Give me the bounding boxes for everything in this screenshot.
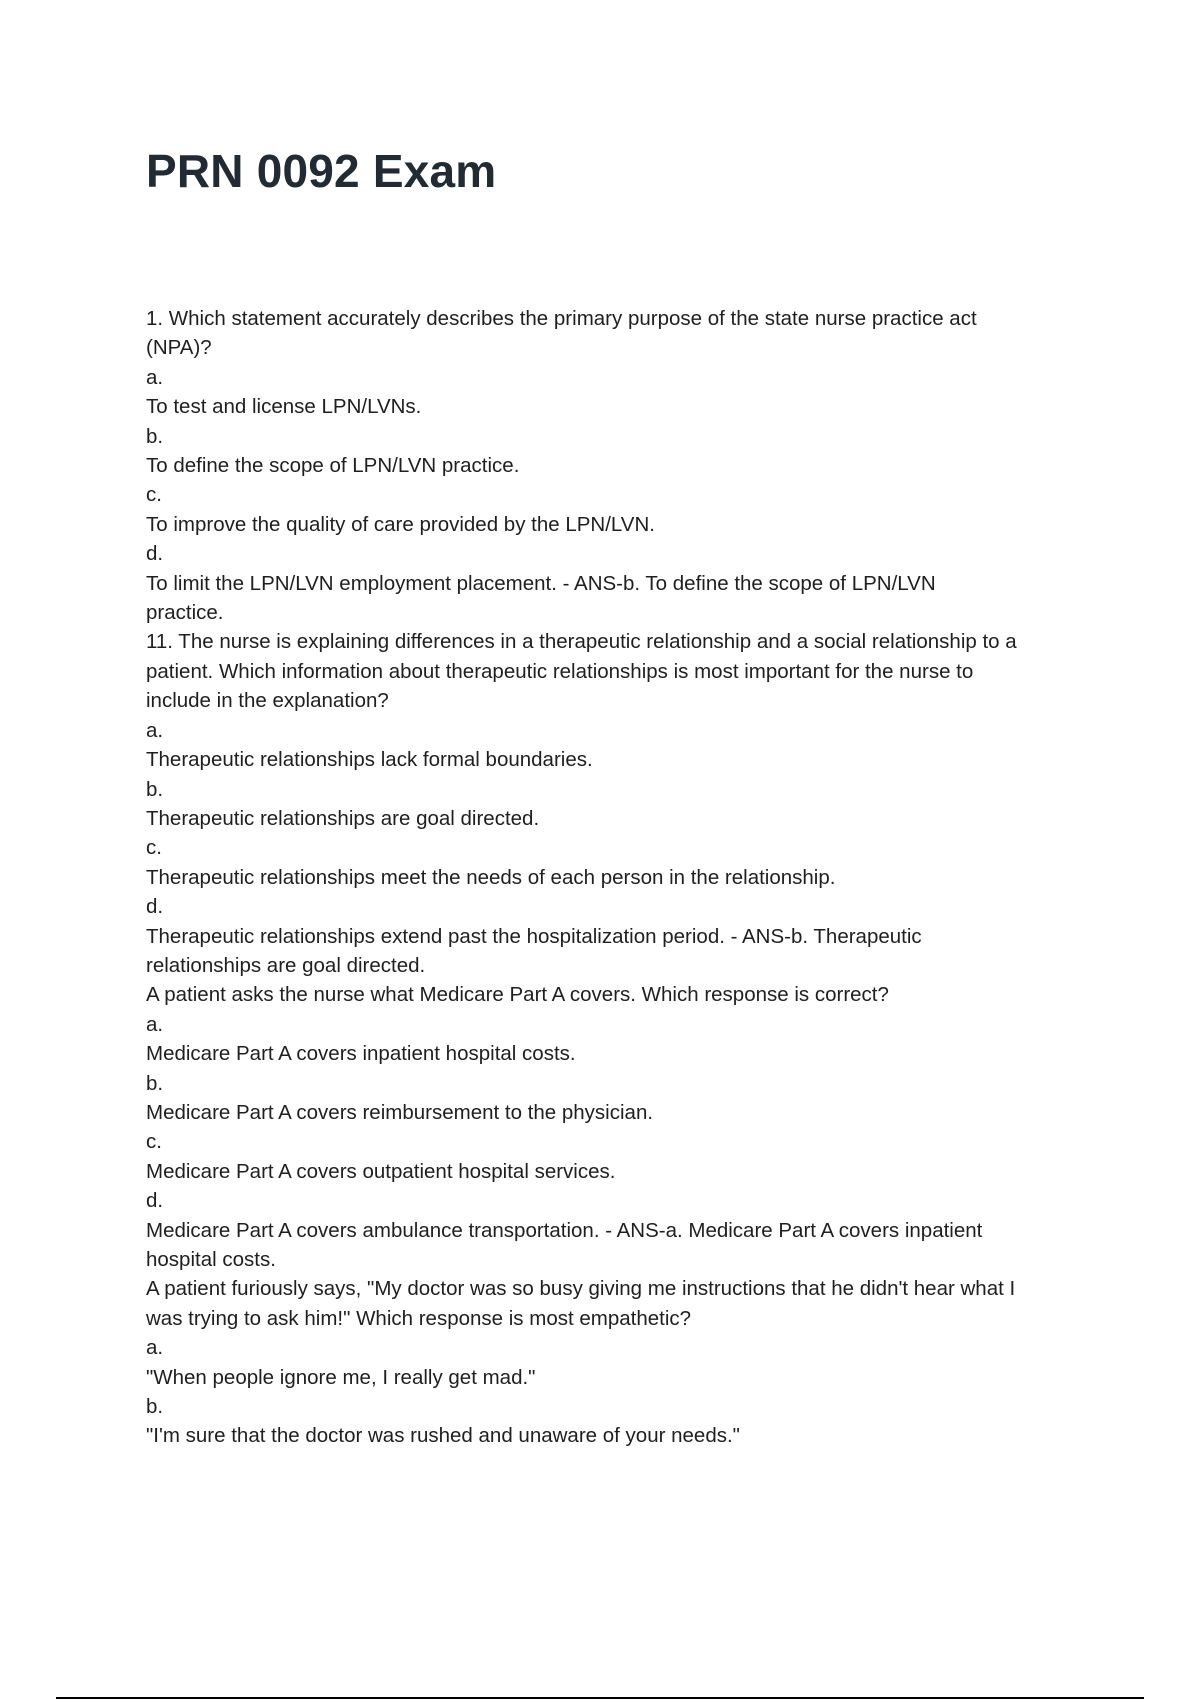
question-empathy-option-b-letter: b. xyxy=(146,1395,164,1419)
question-medicare-line-1: A patient asks the nurse what Medicare Part A covers. Which response is correct? xyxy=(146,983,889,1007)
question-empathy-option-b-text: "I'm sure that the doctor was rushed and unaware of your needs." xyxy=(146,1424,740,1448)
question-medicare-option-c-letter: c. xyxy=(146,1130,162,1154)
question-medicare-answer-cont: hospital costs. xyxy=(146,1248,276,1271)
question-empathy-line-2: was trying to ask him!" Which response is most empathetic? xyxy=(146,1306,692,1330)
question-11-option-c-text: Therapeutic relationships meet the needs of each person in the relationship. xyxy=(146,865,836,889)
question-11-option-c-letter: c. xyxy=(146,836,162,860)
question-medicare-option-a-letter: a. xyxy=(146,1012,164,1036)
question-1-line-2: (NPA)? xyxy=(146,336,212,360)
question-11-line-3: include in the explanation? xyxy=(146,689,389,713)
question-medicare-option-d-answer: Medicare Part A covers ambulance transportation. - ANS-a. Medicare Part A covers inpatient xyxy=(146,1218,983,1242)
question-11-line-1: 11. The nurse is explaining differences in a therapeutic relationship and a social relationship to a xyxy=(146,630,1017,654)
question-11-option-b-letter: b. xyxy=(146,777,164,801)
question-1-answer-cont: practice. xyxy=(146,601,224,625)
question-empathy-option-a-text: "When people ignore me, I really get mad." xyxy=(146,1365,536,1389)
page-title: PRN 0092 Exam xyxy=(146,145,497,197)
question-11-option-d-answer: Therapeutic relationships extend past the hospitalization period. - ANS-b. Therapeutic xyxy=(146,924,922,948)
footer-rule xyxy=(56,1697,1144,1699)
question-11-option-d-letter: d. xyxy=(146,895,164,919)
question-1-option-a-text: To test and license LPN/LVNs. xyxy=(146,395,422,419)
question-1-option-d-letter: d. xyxy=(146,542,164,566)
exam-body xyxy=(146,304,1096,1451)
question-1-option-b-letter: b. xyxy=(146,424,164,448)
question-1-option-c-letter: c. xyxy=(146,483,162,507)
question-medicare-option-a-text: Medicare Part A covers inpatient hospital costs. xyxy=(146,1042,576,1066)
question-medicare-option-d-letter: d. xyxy=(146,1189,164,1213)
question-11-option-a-text: Therapeutic relationships lack formal boundaries. xyxy=(146,748,593,772)
question-11-answer-cont: relationships are goal directed. xyxy=(146,953,426,977)
question-1-option-a-letter: a. xyxy=(146,365,164,389)
question-medicare-option-c-text: Medicare Part A covers outpatient hospital services. xyxy=(146,1159,616,1183)
question-11-option-b-text: Therapeutic relationships are goal directed. xyxy=(146,806,540,830)
question-1-option-b-text: To define the scope of LPN/LVN practice. xyxy=(146,454,520,478)
question-empathy-option-a-letter: a. xyxy=(146,1336,164,1360)
question-11-option-a-letter: a. xyxy=(146,718,164,742)
question-11-line-2: patient. Which information about therapeutic relationships is most important for the nurse to xyxy=(146,659,974,683)
question-medicare-option-b-text: Medicare Part A covers reimbursement to the physician. xyxy=(146,1100,654,1124)
question-1-line-1: 1. Which statement accurately describes the primary purpose of the state nurse practice act xyxy=(146,307,977,330)
question-1-option-d-answer: To limit the LPN/LVN employment placement. - ANS-b. To define the scope of LPN/LVN xyxy=(146,571,936,595)
question-empathy-line-1: A patient furiously says, "My doctor was so busy giving me instructions that he didn't hear what I xyxy=(146,1277,1016,1301)
question-medicare-option-b-letter: b. xyxy=(146,1071,164,1095)
question-1-option-c-text: To improve the quality of care provided by the LPN/LVN. xyxy=(146,512,655,536)
